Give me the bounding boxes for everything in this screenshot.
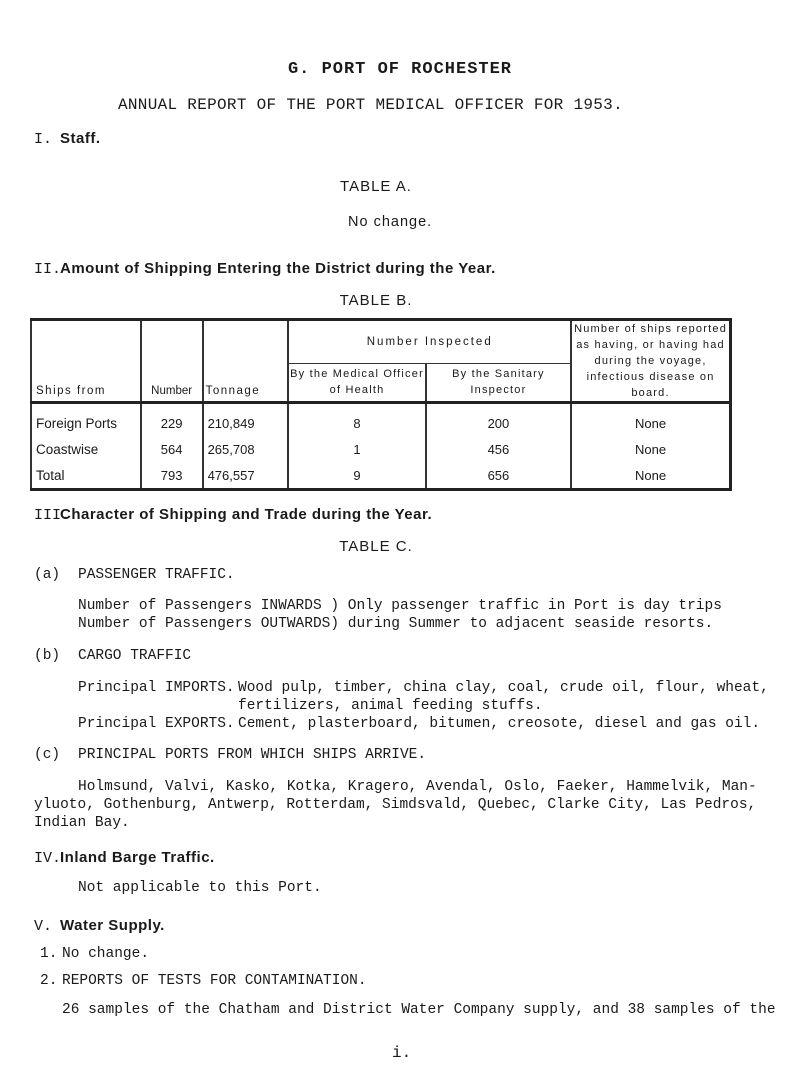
inland-barge-text: Not applicable to this Port.	[78, 880, 322, 896]
section-number: II.	[34, 261, 62, 278]
ports-line-2: yluoto, Gothenburg, Antwerp, Rotterdam, Simdsvald, Quebec, Clarke City, Las Pedros,	[34, 797, 757, 813]
col-by-mo: By the Medical Officer of Health	[288, 363, 425, 402]
item-a-label: (a)	[34, 567, 61, 583]
exports-text: Cement, plasterboard, bitumen, creosote, diesel and gas oil.	[238, 716, 761, 732]
section-title: Water Supply.	[60, 917, 165, 934]
passenger-line-2: Number of Passengers OUTWARDS) during Summer to adjacent seaside resorts.	[78, 616, 714, 632]
section-number: V.	[34, 918, 53, 935]
report-subtitle: ANNUAL REPORT OF THE PORT MEDICAL OFFICER FOR 1953.	[118, 96, 623, 114]
table-row: Foreign Ports 229 210,849 8 200 None	[31, 403, 731, 437]
section-number: III.	[34, 507, 71, 524]
page-title: G. PORT OF ROCHESTER	[287, 60, 513, 79]
col-ships-from: Ships from	[31, 320, 141, 403]
item-b-heading: CARGO TRAFFIC	[78, 648, 192, 664]
col-number: Number	[141, 320, 203, 403]
section-2-heading	[34, 260, 496, 278]
section-title: Inland Barge Traffic.	[60, 849, 215, 866]
exports-label: Principal EXPORTS.	[78, 716, 235, 732]
section-4-heading	[34, 849, 215, 867]
item-a-heading: PASSENGER TRAFFIC.	[78, 567, 235, 583]
table-a-label: TABLE A.	[340, 178, 412, 195]
section-number: I.	[34, 131, 53, 148]
col-tonnage: Tonnage	[203, 320, 289, 403]
col-infectious: Number of ships reported as having, or having had during the voyage, infectious disease on board.	[571, 320, 730, 403]
item-b-label: (b)	[34, 648, 61, 664]
section-3-heading	[34, 506, 432, 524]
item-c-heading: PRINCIPAL PORTS FROM WHICH SHIPS ARRIVE.	[78, 747, 427, 763]
ports-line-3: Indian Bay.	[34, 815, 130, 831]
table-b-label: TABLE B.	[339, 292, 413, 309]
passenger-line-1: Number of Passengers INWARDS ) Only passenger traffic in Port is day trips	[78, 598, 722, 614]
table-row: Total 793 476,557 9 656 None	[31, 462, 731, 490]
section-title: Amount of Shipping Entering the District during the Year.	[60, 260, 496, 277]
section-title: Staff.	[60, 130, 101, 147]
section-number: IV.	[34, 850, 62, 867]
water-item-1-num: 1.	[40, 946, 58, 962]
section-5-heading	[34, 917, 165, 935]
table-row: Coastwise 564 265,708 1 456 None	[31, 436, 731, 462]
ports-line-1: Holmsund, Valvi, Kasko, Kotka, Kragero, Avendal, Oslo, Faeker, Hammelvik, Man-	[78, 779, 757, 795]
section-title: Character of Shipping and Trade during the Year.	[60, 506, 433, 523]
section-1-heading	[34, 130, 101, 148]
water-item-2-num: 2.	[40, 973, 58, 989]
imports-line-2: fertilizers, animal feeding stuffs.	[238, 698, 543, 714]
page-number: i.	[392, 1044, 412, 1062]
shipping-table	[30, 318, 732, 491]
imports-line-1: Wood pulp, timber, china clay, coal, crude oil, flour, wheat,	[238, 680, 769, 696]
col-by-si: By the Sanitary Inspector	[426, 363, 571, 402]
col-number-inspected: Number Inspected	[288, 320, 571, 364]
water-item-2-line: 26 samples of the Chatham and District Water Company supply, and 38 samples of the	[62, 1002, 776, 1018]
water-item-1-text: No change.	[62, 946, 150, 962]
imports-label: Principal IMPORTS.	[78, 680, 235, 696]
table-a-text: No change.	[348, 214, 433, 230]
water-item-2-text: REPORTS OF TESTS FOR CONTAMINATION.	[62, 973, 367, 989]
item-c-label: (c)	[34, 747, 61, 763]
table-c-label: TABLE C.	[339, 538, 413, 555]
